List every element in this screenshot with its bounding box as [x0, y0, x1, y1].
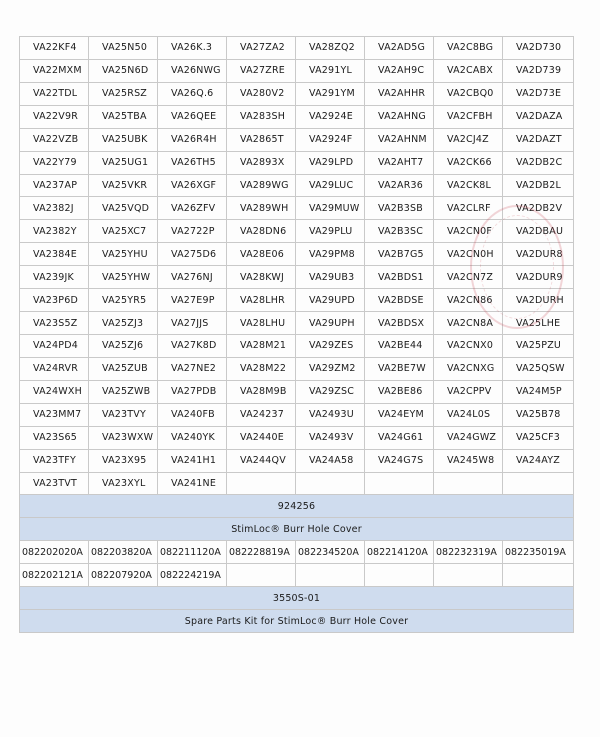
- table-cell: VA2CN7Z: [434, 266, 503, 289]
- table-cell: VA2DUR8: [503, 243, 574, 266]
- table-cell: VA240YK: [158, 426, 227, 449]
- table-cell: VA2AD5G: [365, 37, 434, 60]
- table-cell: VA25CF3: [503, 426, 574, 449]
- table-cell: VA2B7G5: [365, 243, 434, 266]
- part-rows: [20, 541, 574, 587]
- table-row: [20, 220, 574, 243]
- table-cell: VA25PZU: [503, 334, 574, 357]
- table-cell: VA275D6: [158, 243, 227, 266]
- table-row: [20, 243, 574, 266]
- table-cell: VA28KWJ: [227, 266, 296, 289]
- table-cell: VA280V2: [227, 82, 296, 105]
- table-cell: VA24G7S: [365, 449, 434, 472]
- table-row: [20, 266, 574, 289]
- table-cell: VA27PDB: [158, 380, 227, 403]
- table-cell: VA24AYZ: [503, 449, 574, 472]
- table-cell: VA28LHR: [227, 289, 296, 312]
- table-cell: VA2BDSE: [365, 289, 434, 312]
- table-row: [20, 312, 574, 335]
- table-cell: VA2CK8L: [434, 174, 503, 197]
- table-cell: VA27NE2: [158, 357, 227, 380]
- table-cell: VA29UPH: [296, 312, 365, 335]
- table-cell: VA2CNXG: [434, 357, 503, 380]
- table-row: [20, 564, 574, 587]
- table-row: [20, 59, 574, 82]
- table-cell: VA23S65: [20, 426, 89, 449]
- table-cell: VA24237: [227, 403, 296, 426]
- table-cell: VA2DB2C: [503, 151, 574, 174]
- table-cell: [503, 472, 574, 495]
- table-cell: VA239JK: [20, 266, 89, 289]
- table-cell: VA24M5P: [503, 380, 574, 403]
- table-cell: VA26R4H: [158, 128, 227, 151]
- table-cell: VA2DB2L: [503, 174, 574, 197]
- table-cell: 082202020A: [20, 541, 89, 564]
- table-cell: VA25ZJ3: [89, 312, 158, 335]
- section-code-row: [20, 587, 574, 610]
- table-cell: VA2D73E: [503, 82, 574, 105]
- table-cell: VA24WXH: [20, 380, 89, 403]
- table-cell: VA24L0S: [434, 403, 503, 426]
- serial-number-table: [19, 36, 574, 633]
- table-cell: 082211120A: [158, 541, 227, 564]
- table-cell: VA2493V: [296, 426, 365, 449]
- table-cell: VA26XGF: [158, 174, 227, 197]
- table-row: [20, 357, 574, 380]
- table-cell: VA25ZWB: [89, 380, 158, 403]
- table-cell: VA23MM7: [20, 403, 89, 426]
- section-1: [20, 495, 574, 541]
- table-cell: VA27ZA2: [227, 37, 296, 60]
- table-cell: VA27JJS: [158, 312, 227, 335]
- table-cell: VA29MUW: [296, 197, 365, 220]
- table-cell: VA2CNX0: [434, 334, 503, 357]
- section-name-row: [20, 610, 574, 633]
- table-cell: VA22VZB: [20, 128, 89, 151]
- table-cell: VA2B3SC: [365, 220, 434, 243]
- table-cell: [503, 564, 574, 587]
- table-cell: VA25VQD: [89, 197, 158, 220]
- section-name: Spare Parts Kit for StimLoc® Burr Hole Cover: [20, 610, 574, 633]
- table-cell: 082202121A: [20, 564, 89, 587]
- table-cell: VA27E9P: [158, 289, 227, 312]
- table-cell: VA2865T: [227, 128, 296, 151]
- table-cell: VA25XC7: [89, 220, 158, 243]
- table-cell: VA2AHHR: [365, 82, 434, 105]
- table-cell: 082228819A: [227, 541, 296, 564]
- table-cell: [227, 472, 296, 495]
- table-cell: VA2D739: [503, 59, 574, 82]
- table-cell: VA276NJ: [158, 266, 227, 289]
- table-cell: VA23TVY: [89, 403, 158, 426]
- table-cell: VA2C8BG: [434, 37, 503, 60]
- table-cell: VA28LHU: [227, 312, 296, 335]
- table-cell: VA2DB2V: [503, 197, 574, 220]
- table-cell: VA29UPD: [296, 289, 365, 312]
- table-cell: VA23WXW: [89, 426, 158, 449]
- table-cell: [434, 472, 503, 495]
- table-cell: VA2493U: [296, 403, 365, 426]
- table-cell: VA2924F: [296, 128, 365, 151]
- table-cell: VA2CK66: [434, 151, 503, 174]
- table-cell: VA2BDS1: [365, 266, 434, 289]
- table-cell: VA24EYM: [365, 403, 434, 426]
- table-cell: VA25LHE: [503, 312, 574, 335]
- table-cell: VA24GWZ: [434, 426, 503, 449]
- table-cell: VA2DBAU: [503, 220, 574, 243]
- table-cell: VA23XYL: [89, 472, 158, 495]
- table-cell: VA25B78: [503, 403, 574, 426]
- table-cell: 082203820A: [89, 541, 158, 564]
- table-cell: VA23TVT: [20, 472, 89, 495]
- table-cell: VA237AP: [20, 174, 89, 197]
- table-cell: VA2CN8A: [434, 312, 503, 335]
- table-cell: VA291YM: [296, 82, 365, 105]
- table-cell: VA29ZM2: [296, 357, 365, 380]
- table-cell: VA2924E: [296, 105, 365, 128]
- table-cell: VA25YR5: [89, 289, 158, 312]
- table-cell: VA2B3SB: [365, 197, 434, 220]
- table-cell: VA26NWG: [158, 59, 227, 82]
- table-cell: VA2AHT7: [365, 151, 434, 174]
- table-cell: VA25UBK: [89, 128, 158, 151]
- table-cell: VA22KF4: [20, 37, 89, 60]
- table-cell: VA289WG: [227, 174, 296, 197]
- table-cell: VA29LUC: [296, 174, 365, 197]
- table-cell: VA23P6D: [20, 289, 89, 312]
- table-cell: VA241H1: [158, 449, 227, 472]
- table-cell: [296, 564, 365, 587]
- table-cell: 082214120A: [365, 541, 434, 564]
- table-cell: 082207920A: [89, 564, 158, 587]
- table-row: [20, 380, 574, 403]
- table-cell: VA241NE: [158, 472, 227, 495]
- section-code-row: [20, 495, 574, 518]
- table-cell: VA22V9R: [20, 105, 89, 128]
- table-row: [20, 197, 574, 220]
- table-cell: VA289WH: [227, 197, 296, 220]
- table-cell: VA26ZFV: [158, 197, 227, 220]
- table-cell: VA2893X: [227, 151, 296, 174]
- table-cell: VA2DUR9: [503, 266, 574, 289]
- table-cell: VA23S5Z: [20, 312, 89, 335]
- table-cell: VA25ZUB: [89, 357, 158, 380]
- table-row: [20, 334, 574, 357]
- table-cell: VA24G61: [365, 426, 434, 449]
- table-cell: VA2CN0F: [434, 220, 503, 243]
- table-cell: VA25QSW: [503, 357, 574, 380]
- table-cell: VA24PD4: [20, 334, 89, 357]
- table-cell: VA2BE7W: [365, 357, 434, 380]
- table-cell: VA22MXM: [20, 59, 89, 82]
- table-cell: VA2AR36: [365, 174, 434, 197]
- table-row: [20, 128, 574, 151]
- serial-rows: [20, 37, 574, 495]
- section-code: 924256: [20, 495, 574, 518]
- table-cell: VA25N6D: [89, 59, 158, 82]
- section-name-row: [20, 518, 574, 541]
- section-2: [20, 587, 574, 633]
- table-cell: VA2384E: [20, 243, 89, 266]
- table-cell: VA2AHNM: [365, 128, 434, 151]
- table-row: [20, 449, 574, 472]
- table-cell: VA26QEE: [158, 105, 227, 128]
- table-row: [20, 541, 574, 564]
- table-cell: VA23X95: [89, 449, 158, 472]
- table-cell: VA25UG1: [89, 151, 158, 174]
- table-cell: VA28M9B: [227, 380, 296, 403]
- table-cell: VA240FB: [158, 403, 227, 426]
- table-cell: 082224219A: [158, 564, 227, 587]
- table-row: [20, 403, 574, 426]
- table-cell: VA2722P: [158, 220, 227, 243]
- table-cell: 082234520A: [296, 541, 365, 564]
- table-cell: VA28M22: [227, 357, 296, 380]
- table-cell: VA26K.3: [158, 37, 227, 60]
- table-cell: VA25YHW: [89, 266, 158, 289]
- table-cell: VA25RSZ: [89, 82, 158, 105]
- table-cell: [227, 564, 296, 587]
- table-cell: VA22Y79: [20, 151, 89, 174]
- table-cell: VA2DAZT: [503, 128, 574, 151]
- table-cell: VA2AHNG: [365, 105, 434, 128]
- table-cell: [365, 564, 434, 587]
- table-cell: VA2BE86: [365, 380, 434, 403]
- table-cell: VA2382Y: [20, 220, 89, 243]
- table-cell: VA29PM8: [296, 243, 365, 266]
- table-cell: VA25VKR: [89, 174, 158, 197]
- table-cell: [434, 564, 503, 587]
- table-cell: VA27K8D: [158, 334, 227, 357]
- table-cell: VA2BE44: [365, 334, 434, 357]
- table-cell: VA2CABX: [434, 59, 503, 82]
- table-cell: VA2CN0H: [434, 243, 503, 266]
- section-name: StimLoc® Burr Hole Cover: [20, 518, 574, 541]
- table-cell: VA26Q.6: [158, 82, 227, 105]
- table-cell: VA2382J: [20, 197, 89, 220]
- table-cell: VA245W8: [434, 449, 503, 472]
- table-cell: VA29ZES: [296, 334, 365, 357]
- table-row: [20, 289, 574, 312]
- table-cell: VA2440E: [227, 426, 296, 449]
- table-cell: VA23TFY: [20, 449, 89, 472]
- table-row: [20, 37, 574, 60]
- table-cell: VA29ZSC: [296, 380, 365, 403]
- table-cell: VA2CPPV: [434, 380, 503, 403]
- table-cell: VA244QV: [227, 449, 296, 472]
- table-cell: VA2AH9C: [365, 59, 434, 82]
- table-cell: VA29UB3: [296, 266, 365, 289]
- table-cell: 082235019A: [503, 541, 574, 564]
- table-cell: VA25ZJ6: [89, 334, 158, 357]
- table-row: [20, 82, 574, 105]
- table-cell: VA25N50: [89, 37, 158, 60]
- table-row: [20, 426, 574, 449]
- table-cell: VA27ZRE: [227, 59, 296, 82]
- table-cell: [365, 472, 434, 495]
- table-row: [20, 472, 574, 495]
- table-cell: VA2CFBH: [434, 105, 503, 128]
- table-cell: VA2DAZA: [503, 105, 574, 128]
- table-cell: VA28ZQ2: [296, 37, 365, 60]
- table-cell: VA26TH5: [158, 151, 227, 174]
- table-cell: [296, 472, 365, 495]
- table-cell: VA2BDSX: [365, 312, 434, 335]
- table-row: [20, 151, 574, 174]
- table-cell: VA2DURH: [503, 289, 574, 312]
- table-cell: VA29LPD: [296, 151, 365, 174]
- table-cell: VA283SH: [227, 105, 296, 128]
- table-cell: VA29PLU: [296, 220, 365, 243]
- table-cell: VA24A58: [296, 449, 365, 472]
- table-cell: VA291YL: [296, 59, 365, 82]
- table-cell: VA2CJ4Z: [434, 128, 503, 151]
- table-cell: VA25TBA: [89, 105, 158, 128]
- table-cell: VA2CLRF: [434, 197, 503, 220]
- table-cell: VA2CN86: [434, 289, 503, 312]
- table-cell: VA2CBQ0: [434, 82, 503, 105]
- table-cell: VA25YHU: [89, 243, 158, 266]
- table-cell: VA28M21: [227, 334, 296, 357]
- table-cell: VA28E06: [227, 243, 296, 266]
- table-cell: VA22TDL: [20, 82, 89, 105]
- section-code: 3550S-01: [20, 587, 574, 610]
- table-cell: VA24RVR: [20, 357, 89, 380]
- table-row: [20, 105, 574, 128]
- table-cell: VA28DN6: [227, 220, 296, 243]
- table-cell: 082232319A: [434, 541, 503, 564]
- table-row: [20, 174, 574, 197]
- table-cell: VA2D730: [503, 37, 574, 60]
